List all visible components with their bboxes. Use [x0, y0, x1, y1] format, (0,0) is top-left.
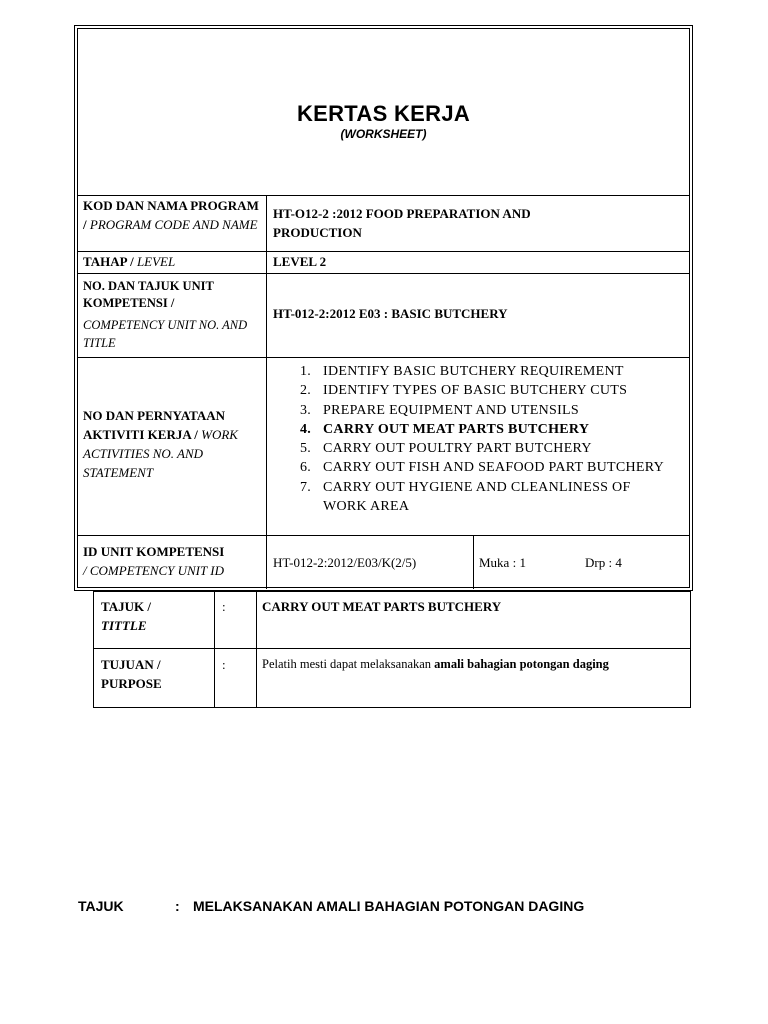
title-label: [101, 597, 211, 635]
level-label-text: TAHAP /: [83, 254, 137, 269]
program-value: HT-O12-2 :2012 FOOD PREPARATION AND PRODUCTION: [273, 206, 531, 240]
program-label: [83, 196, 263, 234]
activity-number: 1.: [300, 364, 312, 379]
unit-id-value: HT-012-2:2012/E03/K(2/5): [273, 555, 417, 570]
row-divider-activities: [78, 357, 689, 358]
activity-text: PREPARE EQUIPMENT AND UTENSILS: [323, 402, 579, 418]
page-title: KERTAS KERJA: [296, 101, 471, 126]
page-number: Muka : 1: [479, 555, 526, 570]
purpose-label: [101, 655, 211, 693]
level-value: LEVEL 2: [273, 254, 327, 269]
activity-text: IDENTIFY TYPES OF BASIC BUTCHERY CUTS: [323, 383, 628, 399]
activity-text: CARRY OUT MEAT PARTS BUTCHERY: [323, 421, 590, 437]
page-subtitle: (WORKSHEET): [340, 127, 427, 141]
activities-label-italic: WORK ACTIVITIES NO. AND STATEMENT: [83, 427, 238, 480]
purpose-text: Pelatih mesti dapat melaksanakan: [262, 657, 435, 671]
column-divider-page: [473, 535, 474, 589]
activities-list: [288, 362, 668, 516]
section-heading-value: MELAKSANAKAN AMALI BAHAGIAN POTONGAN DAGING: [193, 898, 585, 914]
activity-number: 3.: [300, 402, 312, 418]
activity-number: 7.: [300, 479, 312, 495]
info-table: [93, 591, 691, 708]
purpose-value: [262, 655, 672, 674]
activities-list-container: [288, 362, 668, 516]
activity-number: 6.: [300, 460, 312, 476]
program-label-text: KOD DAN NAMA PROGRAM /: [83, 198, 259, 232]
competency-label-italic: COMPETENCY UNIT NO. AND TITLE: [83, 318, 248, 350]
activity-item: [288, 458, 668, 477]
level-label-italic: LEVEL: [136, 254, 176, 269]
worksheet-frame: [74, 25, 693, 591]
title-colon: :: [222, 599, 226, 614]
competency-label-text: NO. DAN TAJUK UNIT KOMPETENSI /: [83, 279, 214, 310]
info-table-col-divider-2: [256, 592, 257, 707]
activities-label: [83, 406, 265, 482]
activity-text: CARRY OUT FISH AND SEAFOOD PART BUTCHERY: [323, 460, 665, 476]
row-divider-competency: [78, 273, 689, 274]
activity-text: CARRY OUT HYGIENE AND CLEANLINESS OF WORK AREA: [323, 479, 631, 515]
competency-value: HT-012-2:2012 E03 : BASIC BUTCHERY: [273, 306, 508, 321]
section-heading: [78, 898, 584, 914]
purpose-label-text: TUJUAN /: [101, 657, 161, 672]
purpose-text-bold: amali bahagian potongan daging: [434, 657, 609, 671]
activities-label-text: NO DAN PERNYATAAN AKTIVITI KERJA /: [83, 408, 226, 442]
activity-number: 4.: [300, 421, 312, 437]
title-value: CARRY OUT MEAT PARTS BUTCHERY: [262, 599, 502, 614]
unit-id-label: [83, 542, 268, 580]
purpose-label-text-2: PURPOSE: [101, 676, 162, 691]
worksheet-inner-frame: [77, 28, 690, 588]
activity-text: IDENTIFY BASIC BUTCHERY REQUIREMENT: [323, 364, 624, 379]
column-divider: [266, 195, 267, 589]
unit-id-label-italic: / COMPETENCY UNIT ID: [83, 563, 224, 578]
activity-item: [288, 381, 668, 400]
unit-id-label-text: ID UNIT KOMPETENSI: [83, 544, 225, 559]
section-heading-colon: :: [175, 898, 180, 914]
section-heading-label: TAJUK: [78, 898, 124, 914]
activity-number: 2.: [300, 383, 312, 399]
title-label-italic: TITTLE: [101, 618, 147, 633]
info-table-row-divider: [94, 648, 690, 649]
title-label-text: TAJUK /: [101, 599, 151, 614]
level-label: [83, 252, 263, 271]
info-table-col-divider-1: [214, 592, 215, 707]
activity-item: [288, 401, 668, 420]
row-divider-unit-id: [78, 535, 689, 536]
activity-number: 5.: [300, 441, 312, 457]
activity-item: [288, 478, 668, 517]
purpose-colon: :: [222, 657, 226, 672]
activity-item: [288, 439, 668, 458]
activity-text: CARRY OUT POULTRY PART BUTCHERY: [323, 441, 592, 457]
competency-label: [83, 278, 263, 352]
program-label-italic: PROGRAM CODE AND NAME: [89, 217, 258, 232]
total-pages: Drp : 4: [585, 555, 622, 570]
activity-item: [288, 420, 668, 439]
activity-item: [288, 362, 668, 381]
